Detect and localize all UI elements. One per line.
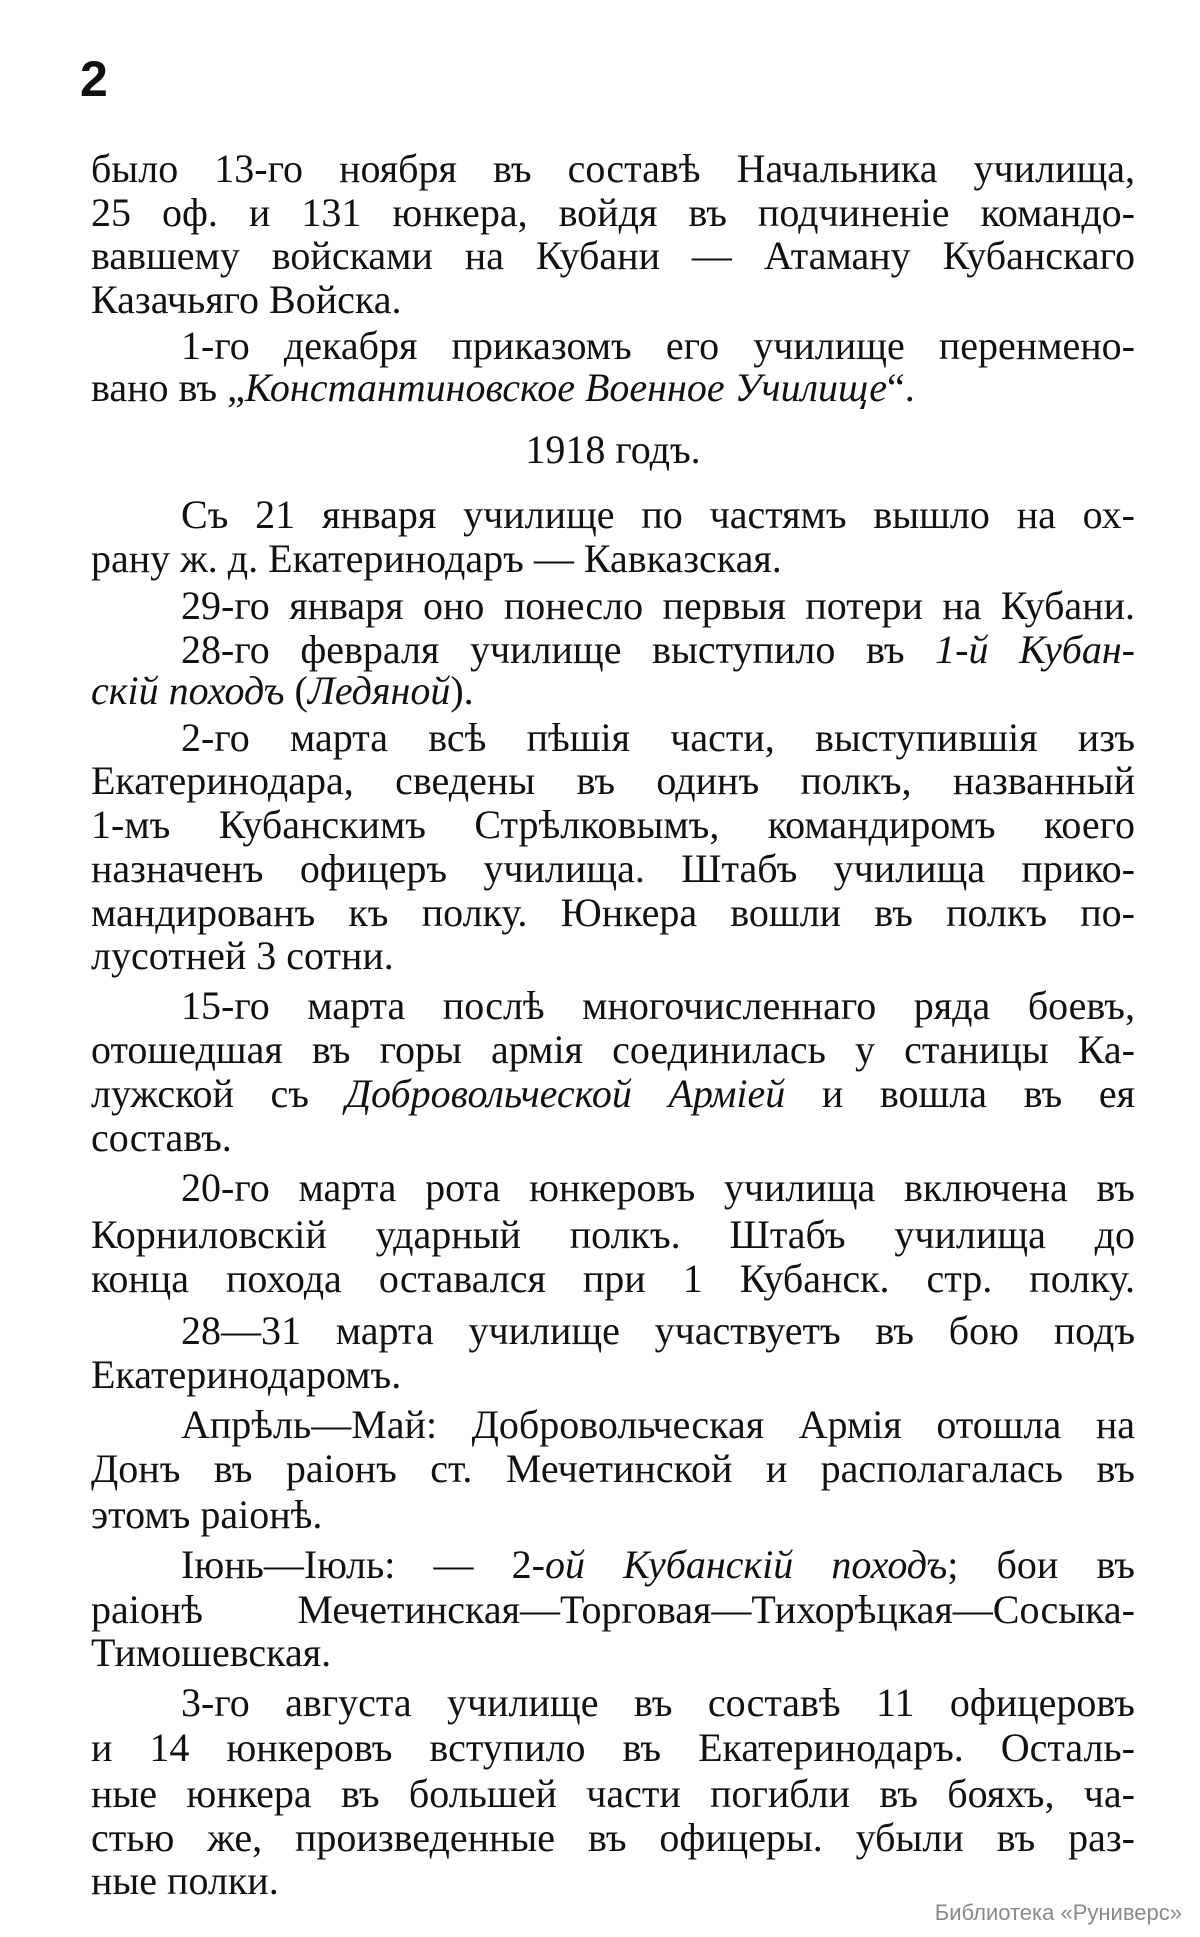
text-segment: Тимошевская. bbox=[91, 1630, 332, 1675]
text-segment: Съ 21 января училище по частямъ вышло на ох- bbox=[181, 492, 1135, 537]
text-segment: Корниловскій ударный полкъ. Штабъ училища до bbox=[91, 1212, 1135, 1257]
text-line bbox=[181, 1403, 1135, 1447]
text-segment: “. bbox=[887, 365, 915, 410]
section-heading bbox=[91, 428, 1135, 472]
text-segment: раіонѣ Мечетинская—Торговая—Тихорѣцкая—Сосыка- bbox=[91, 1587, 1135, 1632]
text-segment: и 14 юнкеровъ вступило въ Екатеринодаръ. Осталь- bbox=[91, 1725, 1135, 1770]
text-segment: 28-го февраля училище выступило въ bbox=[181, 627, 936, 672]
text-line bbox=[91, 147, 1135, 191]
text-line bbox=[181, 1681, 1135, 1725]
text-line bbox=[91, 1772, 1135, 1816]
text-line bbox=[91, 1493, 1135, 1537]
text-line bbox=[91, 669, 1135, 713]
text-segment: лужской съ bbox=[91, 1071, 346, 1116]
text-segment: 29-го января оно понесло первыя потери на Кубани. bbox=[181, 583, 1135, 628]
italic-text: скій походъ bbox=[91, 668, 285, 713]
text-line bbox=[181, 628, 1135, 672]
text-line bbox=[91, 1447, 1135, 1491]
text-line bbox=[91, 1257, 1135, 1301]
text-segment: 1-го декабря приказомъ его училище перенмено- bbox=[181, 323, 1135, 368]
text-line bbox=[181, 1166, 1135, 1210]
text-segment: Іюнь—Іюль: — 2- bbox=[181, 1542, 545, 1587]
text-line bbox=[181, 493, 1135, 537]
text-segment: ные полки. bbox=[91, 1858, 279, 1903]
text-segment: ( bbox=[284, 668, 308, 713]
text-line bbox=[91, 1116, 1135, 1160]
text-segment: Апрѣль—Май: Добровольческая Армія отошла на bbox=[181, 1402, 1135, 1447]
text-line bbox=[91, 1028, 1135, 1072]
page-number: 2 bbox=[80, 51, 108, 107]
text-segment: этомъ раіонѣ. bbox=[91, 1492, 323, 1537]
italic-text: 1-й Кубан- bbox=[935, 627, 1136, 672]
text-line bbox=[91, 191, 1135, 235]
text-segment: составъ. bbox=[91, 1115, 232, 1160]
library-watermark: Библиотека «Руниверс» bbox=[934, 1900, 1182, 1925]
text-segment: мандированъ къ полку. Юнкера вошли въ полкъ по- bbox=[91, 890, 1135, 935]
text-line bbox=[91, 803, 1135, 847]
text-segment: конца похода оставался при 1 Кубанск. стр. полку. bbox=[91, 1256, 1135, 1301]
text-segment: ные юнкера въ большей части погибли въ бояхъ, ча- bbox=[91, 1771, 1135, 1816]
text-line bbox=[91, 934, 1135, 978]
text-segment: ; бои въ bbox=[947, 1542, 1135, 1587]
text-segment: Донъ въ раіонъ ст. Мечетинской и располагалась въ bbox=[91, 1446, 1135, 1491]
text-segment: было 13-го ноября въ составѣ Начальника училища, bbox=[91, 146, 1135, 191]
text-line bbox=[91, 537, 1135, 581]
text-line bbox=[91, 1816, 1135, 1860]
text-segment: 1918 годъ. bbox=[525, 427, 701, 472]
text-line bbox=[181, 716, 1135, 760]
text-line bbox=[91, 234, 1135, 278]
text-segment: рану ж. д. Екатеринодаръ — Кавказская. bbox=[91, 536, 782, 581]
text-line bbox=[91, 891, 1135, 935]
text-line bbox=[91, 1072, 1135, 1116]
text-segment: вано въ „ bbox=[91, 365, 245, 410]
text-segment: отошедшая въ горы армія соединилась у станицы Ка- bbox=[91, 1027, 1135, 1072]
text-segment: 2-го марта всѣ пѣшія части, выступившія изъ bbox=[181, 715, 1135, 760]
text-segment: и вошла въ ея bbox=[785, 1071, 1135, 1116]
text-segment: ). bbox=[450, 668, 474, 713]
text-line bbox=[91, 278, 1135, 322]
text-line bbox=[181, 584, 1135, 628]
text-segment: 28—31 марта училище участвуетъ въ бою подъ bbox=[181, 1308, 1135, 1353]
text-line bbox=[91, 759, 1135, 803]
text-segment: 3-го августа училище въ составѣ 11 офицеровъ bbox=[181, 1680, 1135, 1725]
text-segment: 15-го марта послѣ многочисленнаго ряда боевъ, bbox=[181, 983, 1135, 1028]
text-segment: Екатеринодара, сведены въ одинъ полкъ, названный bbox=[91, 758, 1135, 803]
italic-text: Ледяной bbox=[307, 668, 451, 713]
text-line bbox=[181, 324, 1135, 368]
text-line bbox=[91, 847, 1135, 891]
text-segment: лусотней 3 сотни. bbox=[91, 933, 394, 978]
text-line bbox=[91, 1859, 1135, 1903]
text-segment: назначенъ офицеръ училища. Штабъ училища прико- bbox=[91, 846, 1135, 891]
text-line bbox=[181, 984, 1135, 1028]
text-line bbox=[181, 1543, 1135, 1587]
text-line bbox=[91, 1631, 1135, 1675]
text-segment: стью же, произведенные въ офицеры. убыли въ раз- bbox=[91, 1815, 1135, 1860]
text-segment: 1-мъ Кубанскимъ Стрѣлковымъ, командиромъ коего bbox=[91, 802, 1135, 847]
italic-text: ой Кубанскій походъ bbox=[544, 1542, 948, 1587]
text-segment: Екатеринодаромъ. bbox=[91, 1352, 402, 1397]
text-line bbox=[91, 1353, 1135, 1397]
text-segment: 25 оф. и 131 юнкера, войдя въ подчиненіе командо- bbox=[91, 190, 1135, 235]
italic-text: Добровольческой Арміей bbox=[345, 1071, 786, 1116]
italic-text: Константиновское Военное Училище bbox=[244, 365, 887, 410]
text-line bbox=[91, 1588, 1135, 1632]
text-segment: Казачьяго Войска. bbox=[91, 277, 402, 322]
text-line bbox=[91, 366, 1135, 410]
text-line bbox=[91, 1213, 1135, 1257]
text-segment: вавшему войсками на Кубани — Атаману Кубанскаго bbox=[91, 233, 1135, 278]
text-line bbox=[91, 1726, 1135, 1770]
text-segment: 20-го марта рота юнкеровъ училища включена въ bbox=[181, 1165, 1135, 1210]
text-line bbox=[181, 1309, 1135, 1353]
